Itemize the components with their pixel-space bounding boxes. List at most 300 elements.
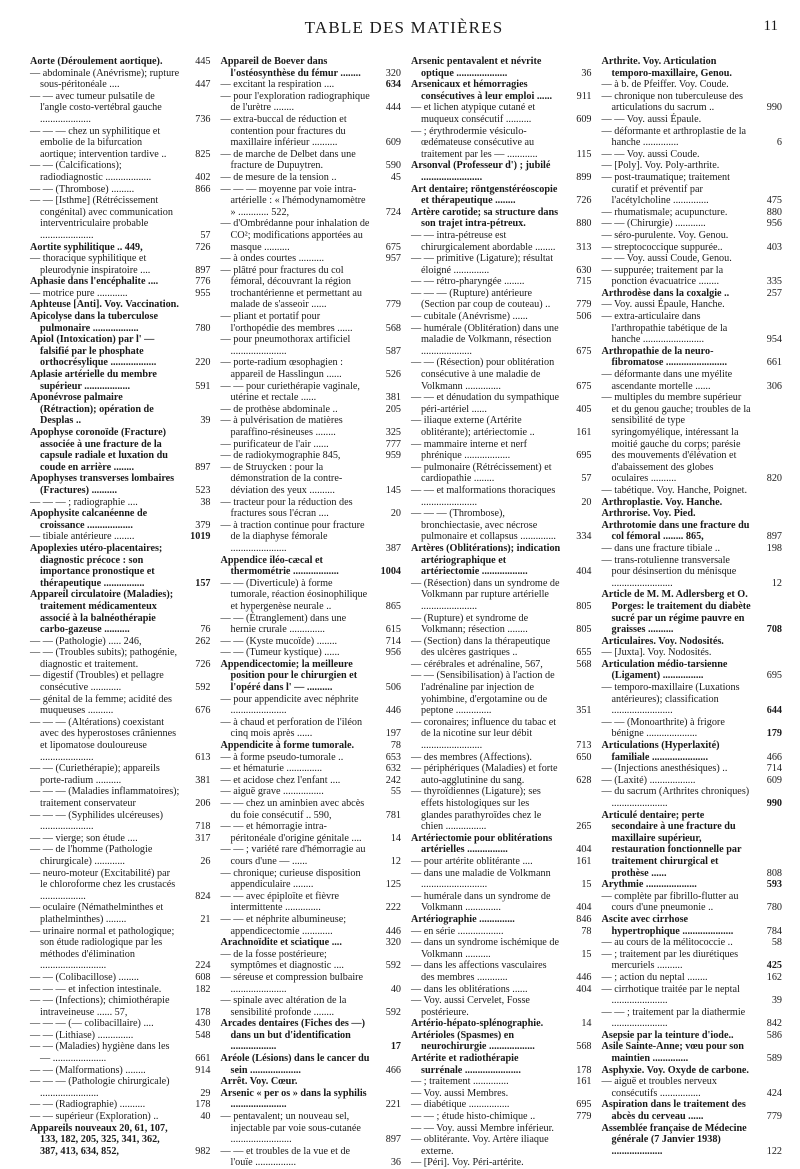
- entry-text: — — (Diverticule) à forme tumorale, réaction éosinophilique et hypergenèse neurale ..: [220, 577, 368, 612]
- entry-page: 404: [576, 983, 592, 995]
- entry-text: Appendicectomie; la meilleure position pour le chirurgien et l'opéré dans l' — ..........: [220, 658, 358, 694]
- entry-text: — urinaire normal et pathologique; son étude radiologique par les méthodes d'élimination ..........................: [30, 925, 175, 972]
- index-entry: [221, 1088, 402, 1111]
- entry-text: Aphteuse [Anti]. Voy. Vaccination.: [30, 299, 179, 311]
- entry-text: Arthroplastie. Voy. Hanche.: [601, 496, 723, 508]
- index-entry: [411, 508, 592, 543]
- entry-text: Art dentaire; röntgenstéréoscopie et thérapeutique ........: [411, 183, 558, 207]
- entry-page: 695: [576, 450, 592, 462]
- entry-text: — — — (Altérations) coexistant avec des hyperostoses crâniennes et lipomatose douloureuse .....................: [30, 716, 177, 763]
- index-entry: [411, 763, 592, 786]
- index-entry: [30, 1041, 211, 1064]
- entry-page: 779: [576, 1111, 592, 1123]
- entry-text: Asphyxie. Voy. Oxyde de carbone.: [601, 1064, 749, 1076]
- entry-text: — — Voy. aussi Membre inférieur.: [411, 1122, 554, 1134]
- entry-text: — coronaires; influence du tabac et de la nicotine sur leur débit ........................: [411, 716, 557, 752]
- index-entry: [602, 172, 783, 207]
- index-entry: [602, 369, 783, 392]
- entry-text: Aspiration dans le traitement des abcès du cerveau ......: [601, 1099, 746, 1123]
- index-entry: [30, 1123, 211, 1158]
- index-columns: [30, 56, 782, 1169]
- entry-page: 425: [766, 960, 782, 972]
- index-column-3: [411, 56, 592, 1169]
- entry-page: 115: [576, 148, 592, 160]
- index-column-2: [220, 56, 402, 1169]
- entry-page: 990: [766, 798, 782, 809]
- entry-text: — pour l'exploration radiographique de l'urètre ........: [220, 90, 370, 114]
- entry-page: 122: [766, 1145, 782, 1157]
- entry-text: Arythmie ....................: [601, 879, 697, 891]
- index-entry: [30, 902, 211, 925]
- entry-text: — — — (Thrombose), bronchiectasie, avec nécrose pulmonaire et collapsus ..............: [411, 508, 556, 543]
- entry-page: 6: [776, 137, 782, 149]
- index-entry: [30, 497, 211, 509]
- entry-text: — Voy. aussi Cervelet, Fosse postérieure.: [411, 995, 530, 1018]
- index-entry: [602, 984, 783, 1007]
- index-entry: [602, 717, 783, 740]
- index-entry: [221, 381, 402, 404]
- entry-page: 475: [766, 195, 782, 207]
- entry-text: — — [Isthme] (Rétrécissement congénital) avec communication interventriculaire probable .....................: [30, 195, 173, 241]
- entry-page: 628: [576, 774, 592, 786]
- index-entry: [602, 114, 783, 126]
- entry-page: 780: [766, 902, 782, 914]
- entry-text: — Voy. aussi Membres.: [411, 1087, 509, 1099]
- index-entry: [221, 763, 402, 775]
- index-entry: [602, 346, 783, 369]
- entry-page: 402: [195, 171, 211, 183]
- entry-page: 715: [576, 276, 592, 288]
- index-entry: [221, 114, 402, 149]
- index-entry: [411, 357, 592, 392]
- index-entry: [602, 775, 783, 787]
- entry-page: 779: [385, 299, 401, 311]
- index-entry: [602, 1099, 783, 1122]
- index-entry: [602, 392, 783, 485]
- index-entry: [411, 56, 592, 79]
- entry-text: — cubitale (Anévrisme) ......: [411, 311, 528, 323]
- index-entry: [411, 311, 592, 323]
- entry-page: 805: [576, 624, 592, 636]
- entry-page: 897: [195, 461, 211, 473]
- entry-page: 548: [195, 1029, 211, 1041]
- entry-text: — cirrhotique traitée par le neptal ......................: [601, 983, 740, 1007]
- entry-page: 956: [385, 647, 401, 659]
- entry-text: — — (Sensibilisation) à l'action de l'adrénaline par injection de yohimbine, d'ergotamine ou de peptone ..............: [411, 670, 555, 717]
- entry-page: 1004: [380, 566, 401, 578]
- entry-page: 676: [195, 705, 211, 717]
- entry-page: 959: [385, 450, 401, 462]
- index-entry: [602, 253, 783, 265]
- entry-page: 956: [766, 218, 782, 230]
- entry-text: — — (Colibacillose) ........: [30, 971, 139, 983]
- entry-text: — (Section) dans la thérapeutique des ulcères gastriques ..: [411, 635, 551, 659]
- entry-text: Article de M. M. Adlersberg et O. Porges: le traitement du diabète sucré par un régime pauvre en graisses ..........: [601, 589, 751, 636]
- entry-page: 446: [385, 925, 401, 937]
- entry-page: 12: [390, 855, 401, 867]
- entry-page: 39: [771, 995, 782, 1007]
- entry-text: — post-traumatique; traitement curatif et préventif par l'acétylcholine ..............: [601, 171, 730, 207]
- entry-text: Ascite avec cirrhose hypertrophique ....................: [601, 913, 734, 937]
- entry-page: 523: [195, 484, 211, 496]
- index-entry: [30, 868, 211, 903]
- entry-page: 644: [766, 705, 782, 717]
- entry-text: — [Péri]. Voy. Péri-artérite.: [411, 1157, 524, 1169]
- index-entry: [30, 68, 211, 91]
- entry-text: — thyroïdiennes (Ligature); ses effets histologiques sur les glandes parathyroïdes chez le chien ................: [411, 786, 542, 833]
- index-entry: [221, 415, 402, 438]
- index-entry: [30, 717, 211, 763]
- entry-text: — oblitérante. Voy. Artère iliaque externe.: [411, 1134, 549, 1157]
- entry-page: 444: [385, 102, 401, 114]
- index-entry: [602, 520, 783, 543]
- entry-text: — pour pneumothorax artificiel ......................: [220, 334, 351, 357]
- entry-page: 613: [195, 751, 211, 763]
- entry-text: — — (Infections); chimiothérapie intraveineuse ...... 57,: [30, 995, 170, 1018]
- entry-text: Artériectomie pour oblitérations artérielles ................: [411, 832, 553, 856]
- entry-text: — Voy. aussi Épaule, Hanche.: [601, 299, 725, 311]
- entry-page: 313: [576, 241, 592, 253]
- entry-page: 899: [576, 171, 592, 183]
- entry-text: — séreuse et compression bulbaire ......................: [220, 971, 364, 995]
- index-entry: [221, 798, 402, 821]
- entry-text: — humérale (Oblitération) dans une maladie de Volkmann, résection ....................: [411, 322, 559, 357]
- entry-text: — — ; variété rare d'hémorragie au cours d'une — ......: [220, 844, 366, 867]
- index-entry: [602, 311, 783, 346]
- index-entry: [411, 926, 592, 938]
- entry-text: — — supérieur (Exploration) ..: [30, 1111, 159, 1123]
- index-entry: [602, 589, 783, 635]
- entry-text: — tracteur pour la réduction des fractures sous l'écran ....: [220, 496, 353, 520]
- index-entry: [30, 543, 211, 589]
- entry-page: 306: [766, 380, 782, 392]
- entry-text: — — (Résection) pour oblitération consécutive à une maladie de Volkmann ..............: [411, 357, 555, 392]
- entry-page: 675: [385, 241, 401, 253]
- index-entry: [411, 578, 592, 613]
- entry-page: 714: [385, 635, 401, 647]
- entry-text: — dans une fracture tibiale ..: [601, 542, 721, 554]
- index-entry: [221, 786, 402, 798]
- index-entry: [30, 242, 211, 254]
- entry-text: — — — ; radiographie ....: [30, 496, 138, 508]
- index-entry: [221, 1053, 402, 1076]
- entry-text: — — (Radiographie) ..........: [30, 1099, 146, 1111]
- entry-text: — abdominale (Anévrisme); rupture sous-péritonéale ....: [30, 67, 180, 91]
- index-entry: [30, 1111, 211, 1123]
- entry-page: 655: [576, 647, 592, 659]
- index-entry: [221, 334, 402, 357]
- entry-text: Assemblée française de Médecine générale (7 Janvier 1938) ....................: [601, 1122, 747, 1157]
- entry-text: Aponévrose palmaire (Rétraction); opération de Desplas ..: [30, 392, 154, 427]
- entry-page: 865: [385, 600, 401, 612]
- entry-text: — — — (Maladies inflammatoires); traitement conservateur: [30, 786, 180, 809]
- index-entry: [30, 833, 211, 845]
- index-entry: [221, 578, 402, 613]
- entry-text: — ; traitement par les diurétiques mercuriels ..........: [601, 948, 739, 972]
- entry-page: 955: [195, 287, 211, 299]
- entry-text: — (Laxité) ..................: [601, 774, 696, 786]
- index-entry: [602, 1065, 783, 1077]
- entry-text: — — et troubles de la vue et de l'ouïe ................: [220, 1145, 351, 1169]
- index-entry: [30, 694, 211, 717]
- entry-text: — de mesure de la tension ..: [220, 171, 337, 183]
- entry-text: — — et néphrite albumineuse; appendicectomie ............: [220, 913, 347, 937]
- entry-page: 57: [581, 473, 592, 485]
- entry-page: 262: [195, 635, 211, 647]
- entry-text: — et lichen atypique cutané et muqueux consécutif ..........: [411, 102, 536, 125]
- entry-page: 590: [385, 160, 401, 172]
- index-entry: [30, 531, 211, 543]
- index-entry: [602, 740, 783, 763]
- entry-page: 447: [195, 79, 211, 91]
- index-entry: [221, 555, 402, 578]
- entry-text: Aortite syphilitique .. 449,: [30, 241, 143, 253]
- entry-page: 45: [390, 171, 401, 183]
- index-entry: [602, 497, 783, 509]
- entry-page: 445: [195, 56, 211, 67]
- entry-text: — neuro-moteur (Excitabilité) par le chloroforme chez les crustacés ..................: [30, 867, 176, 902]
- entry-page: 880: [576, 218, 592, 230]
- entry-text: — déformante dans une myélite ascendante mortelle ......: [601, 369, 733, 392]
- index-entry: [411, 1134, 592, 1157]
- entry-page: 675: [576, 345, 592, 357]
- entry-page: 957: [385, 253, 401, 265]
- index-entry: [411, 1099, 592, 1111]
- entry-text: — ; érythrodermie vésiculo-œdémateuse consécutive au traitement par les — ............: [411, 125, 538, 160]
- index-entry: [411, 288, 592, 311]
- index-entry: [221, 972, 402, 995]
- entry-text: — — de l'homme (Pathologie chirurgicale) ............: [30, 844, 153, 867]
- entry-text: Asile Sainte-Anne; vœu pour son maintien ..............: [601, 1041, 744, 1065]
- index-entry: [411, 960, 592, 983]
- index-entry: [221, 1018, 402, 1053]
- entry-text: — complète par fibrillo-flutter au cours d'une pneumonie ..: [601, 890, 739, 914]
- entry-text: Arsenic « per os » dans la syphilis ......................: [220, 1087, 367, 1111]
- entry-page: 781: [385, 809, 401, 821]
- index-entry: [221, 821, 402, 844]
- index-entry: [30, 995, 211, 1018]
- entry-text: — plâtré pour fractures du col fémoral, découvrant la région trochantérienne et permettant au malade de s'asseoir ......: [220, 264, 363, 311]
- entry-page: 320: [385, 937, 401, 949]
- entry-page: 695: [766, 670, 782, 682]
- entry-page: 592: [385, 960, 401, 972]
- entry-page: 446: [576, 971, 592, 983]
- index-entry: [30, 288, 211, 300]
- index-entry: [221, 937, 402, 949]
- entry-text: — — rétro-pharyngée ........: [411, 276, 525, 288]
- index-entry: [411, 415, 592, 438]
- entry-page: 404: [576, 844, 592, 856]
- entry-text: — multiples du membre supérieur et du genou gauche; troubles de la sensibilité de type syringomyélique, intéressant la moitié gauche du corps; parésie des mouvements d'élévation et d'abaissement des globes oculaires ..........: [601, 392, 751, 485]
- entry-text: Artérioles (Spasmes) en neurochirurgie ..................: [411, 1029, 535, 1053]
- entry-text: — — primitive (Ligature); résultat éloigné ..............: [411, 253, 554, 276]
- entry-text: — tibiale antérieure ........: [30, 531, 135, 543]
- index-entry: [602, 914, 783, 937]
- entry-text: Artériographie ..............: [411, 913, 515, 925]
- index-entry: [602, 508, 783, 520]
- entry-page: 320: [385, 67, 401, 79]
- index-entry: [221, 914, 402, 937]
- entry-text: Arthropathie de la neuro-fibromatose ........................: [601, 345, 728, 369]
- entry-page: 446: [385, 705, 401, 717]
- index-entry: [411, 1157, 592, 1169]
- entry-text: — trans-rotulienne transversale pour désinsertion du ménisque ........................: [601, 554, 737, 589]
- index-entry: [602, 299, 783, 311]
- index-entry: [221, 995, 402, 1018]
- entry-page: 20: [390, 508, 401, 520]
- entry-text: Arsenic pentavalent et névrite optique ....................: [411, 56, 542, 79]
- entry-page: 661: [766, 357, 782, 369]
- entry-page: 990: [766, 102, 782, 114]
- entry-page: 824: [195, 890, 211, 902]
- entry-text: — — (Calcifications); radiodiagnostic ..................: [30, 160, 152, 183]
- entry-page: 842: [766, 1018, 782, 1030]
- entry-page: 592: [195, 682, 211, 694]
- index-entry: [411, 102, 592, 125]
- index-entry: [30, 56, 211, 68]
- index-entry: [411, 323, 592, 358]
- entry-text: — dans les oblitérations ......: [411, 983, 528, 995]
- entry-text: Arachnoïdite et sciatique ....: [220, 937, 342, 949]
- entry-text: Apiol (Intoxication) par l' — falsifié par le phosphate orthocrésylique ..................: [30, 334, 157, 369]
- index-entry: [411, 184, 592, 207]
- entry-page: 911: [576, 90, 592, 102]
- index-entry: [221, 844, 402, 867]
- entry-text: — — — (Pathologie chirurgicale) .......................: [30, 1076, 170, 1099]
- index-entry: [221, 659, 402, 694]
- entry-text: — à forme pseudo-tumorale ..: [220, 751, 344, 763]
- entry-text: — pour artérite oblitérante ....: [411, 855, 533, 867]
- index-entry: [221, 694, 402, 717]
- entry-page: 404: [576, 566, 592, 578]
- entry-text: — purificateur de l'air ......: [220, 438, 329, 450]
- entry-page: 161: [576, 427, 592, 438]
- entry-text: — rhumatismale; acupuncture.: [601, 206, 728, 218]
- entry-page: 29: [200, 1087, 211, 1099]
- index-entry: [221, 462, 402, 497]
- entry-text: — — (Chirurgie) ............: [601, 218, 706, 230]
- index-entry: [602, 91, 783, 114]
- entry-text: — — (Kyste mucoïde) ........: [220, 635, 338, 647]
- index-entry: [221, 717, 402, 740]
- entry-page: 381: [385, 392, 401, 404]
- index-entry: [221, 91, 402, 114]
- entry-text: — — Voy. aussi Coude.: [601, 148, 700, 160]
- entry-text: — (Injections anesthésiques) ..: [601, 763, 728, 775]
- entry-text: — — — moyenne par voie intra-artérielle : « l'hémodynamomètre » ............ 522,: [220, 183, 366, 218]
- entry-page: 198: [766, 542, 782, 554]
- entry-page: 593: [766, 879, 782, 891]
- index-entry: [411, 485, 592, 508]
- index-entry: [411, 1018, 592, 1030]
- index-entry: [602, 1041, 783, 1064]
- index-entry: [602, 1076, 783, 1099]
- entry-page: 820: [766, 473, 782, 485]
- entry-page: 724: [385, 206, 401, 218]
- entry-page: 14: [581, 1018, 592, 1030]
- entry-page: 125: [385, 879, 401, 891]
- index-entry: [602, 485, 783, 497]
- entry-page: 12: [771, 577, 782, 589]
- entry-text: Appareil circulatoire (Maladies); traitement médicamenteux associé à la balnéothérapie carbo-gazeuse ..........: [30, 589, 174, 636]
- entry-page: 325: [385, 427, 401, 438]
- index-entry: [221, 439, 402, 451]
- entry-text: — d'Ombrédanne pour inhalation de CO²; modifications apportées au masque ..........: [220, 218, 370, 253]
- index-entry: [221, 740, 402, 752]
- entry-page: 57: [200, 229, 211, 241]
- entry-page: 568: [576, 658, 592, 670]
- entry-page: 157: [195, 577, 211, 589]
- entry-text: — diabétique ................: [411, 1099, 510, 1111]
- index-entry: [411, 752, 592, 764]
- index-entry: [411, 439, 592, 462]
- entry-page: 334: [576, 531, 592, 543]
- index-entry: [221, 218, 402, 253]
- entry-page: 726: [195, 658, 211, 670]
- index-entry: [221, 1076, 402, 1088]
- entry-text: — — — et infection intestinale.: [30, 983, 162, 995]
- entry-page: 805: [576, 600, 592, 612]
- index-entry: [30, 276, 211, 288]
- entry-page: 506: [576, 311, 592, 323]
- entry-text: Aréole (Lésions) dans le cancer du sein ....................: [220, 1053, 370, 1076]
- index-entry: [221, 357, 402, 380]
- index-entry: [30, 636, 211, 648]
- entry-text: — extra-articulaire dans l'arthropathie tabétique de la hanche ........................: [601, 311, 728, 346]
- index-entry: [411, 891, 592, 914]
- entry-text: — mammaire interne et nerf phrénique ..................: [411, 438, 527, 462]
- index-entry: [602, 1030, 783, 1042]
- index-entry: [30, 253, 211, 276]
- index-entry: [602, 1007, 783, 1030]
- entry-page: 424: [766, 1087, 782, 1099]
- entry-page: 257: [766, 287, 782, 299]
- entry-text: — (Rupture) et syndrome de Volkmann; résection ........: [411, 612, 529, 636]
- entry-page: 466: [766, 751, 782, 763]
- entry-text: — pour appendicite avec néphrite ......................: [220, 693, 359, 717]
- entry-page: 26: [200, 855, 211, 867]
- entry-text: Aorte (Déroulement aortique).: [30, 56, 163, 67]
- entry-page: 897: [195, 264, 211, 276]
- entry-page: 726: [576, 195, 592, 207]
- entry-text: — — pour curiethérapie vaginale, utérine et rectale ......: [220, 380, 360, 404]
- entry-text: — en série ..................: [411, 925, 504, 937]
- index-entry: [221, 79, 402, 91]
- entry-text: Arcades dentaires (Fiches des —) dans un but d'identification ..................: [220, 1018, 365, 1053]
- entry-text: — — — (Syphilides ulcéreuses) .....................: [30, 809, 163, 833]
- entry-page: 403: [766, 241, 782, 253]
- index-entry: [30, 392, 211, 427]
- entry-text: Artère carotide; sa structure dans son trajet intra-pétreux.: [411, 206, 559, 230]
- entry-page: 178: [195, 1006, 211, 1018]
- entry-page: 178: [576, 1064, 592, 1076]
- entry-page: 40: [200, 1111, 211, 1123]
- entry-text: Artérite et radiothérapie surrénale ......................: [411, 1053, 521, 1076]
- index-entry: [221, 868, 402, 891]
- index-entry: [30, 1030, 211, 1042]
- entry-page: 661: [195, 1053, 211, 1065]
- index-entry: [602, 230, 783, 242]
- entry-text: Arsonval (Professeur d') ; jubilé ........................: [411, 160, 551, 183]
- entry-page: 608: [195, 971, 211, 983]
- entry-page: 726: [195, 241, 211, 253]
- entry-page: 808: [766, 867, 782, 879]
- entry-text: — déformante et arthroplastie de la hanche ..............: [601, 125, 747, 149]
- page-title: TABLE DES MATIÈRES: [304, 18, 504, 37]
- index-entry: [30, 1065, 211, 1077]
- entry-text: — chronique non tuberculeuse des articulations du sacrum ..: [601, 90, 743, 114]
- entry-page: 914: [195, 1064, 211, 1076]
